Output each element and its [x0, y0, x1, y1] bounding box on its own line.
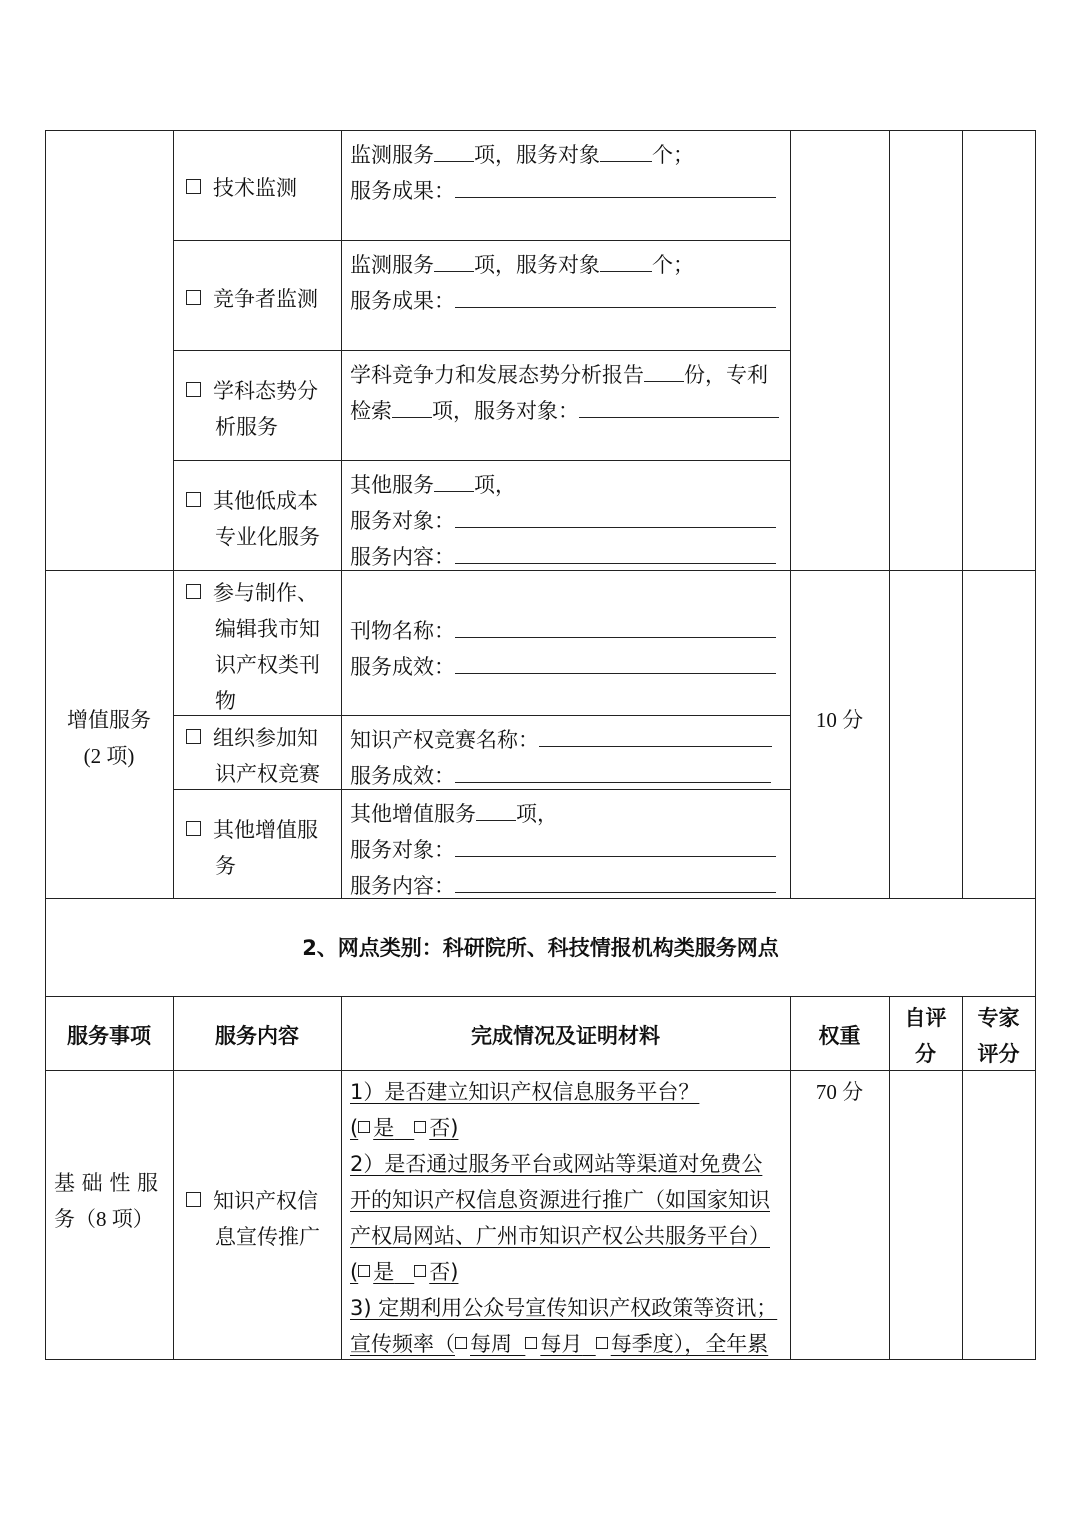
table-border — [341, 130, 342, 898]
content-text: 服务成果： — [350, 179, 455, 203]
service-content-line — [350, 391, 779, 429]
option-text: 每季度 — [610, 1332, 674, 1356]
yes-no-options: ( 是 否) — [350, 1260, 459, 1284]
table-border — [1035, 130, 1036, 1360]
service-item-label: 息宣传推广 — [215, 1225, 320, 1249]
header-self-score: 分 — [915, 1042, 936, 1066]
content-text: 其他增值服务 — [350, 802, 476, 826]
header-completion: 完成情况及证明材料 — [471, 1024, 660, 1048]
blank-field[interactable] — [455, 537, 776, 564]
option-text: 每月 — [540, 1332, 583, 1356]
service-item-label: 技术监测 — [213, 176, 297, 200]
content-text: 学科竞争力和发展态势分析报告 — [350, 363, 644, 387]
service-content-line — [350, 135, 694, 173]
service-content-line — [350, 647, 776, 685]
blank-field[interactable] — [455, 501, 776, 528]
weight-value: 10 分 — [815, 708, 864, 732]
service-content-line — [350, 537, 776, 575]
blank-field[interactable] — [455, 281, 776, 308]
service-content-line — [350, 794, 558, 832]
table-border — [173, 460, 790, 461]
checkbox[interactable] — [186, 821, 201, 836]
option-text: 是 — [373, 1116, 395, 1140]
checkbox-quarterly[interactable] — [596, 1337, 608, 1349]
service-content-line — [350, 501, 776, 539]
service-item-competitor-monitoring[interactable] — [186, 281, 318, 317]
header-weight: 权重 — [818, 1024, 861, 1048]
content-text: 项， — [474, 473, 516, 497]
frequency-options — [350, 1326, 768, 1362]
service-item-label: 识产权竞赛 — [215, 762, 320, 786]
service-item-other-value-added[interactable] — [186, 812, 318, 848]
content-text: 项，服务对象 — [474, 143, 600, 167]
service-item-other-low-cost[interactable] — [186, 483, 318, 519]
content-text: 服务成效： — [350, 764, 455, 788]
content-text: 其他服务 — [350, 473, 434, 497]
service-item-label: 物 — [215, 689, 236, 713]
content-text: 服务成效： — [350, 655, 455, 679]
service-item-label: 组织参加知 — [213, 726, 318, 750]
service-item-label: 竞争者监测 — [213, 287, 318, 311]
blank-field[interactable] — [539, 720, 772, 747]
content-text: 个； — [652, 143, 694, 167]
service-item-ip-promotion[interactable] — [186, 1183, 318, 1219]
checkbox-yes[interactable] — [358, 1121, 370, 1133]
blank-field[interactable] — [600, 135, 652, 162]
table-border — [173, 715, 790, 716]
checkbox-monthly[interactable] — [525, 1337, 537, 1349]
blank-field[interactable] — [392, 391, 432, 418]
category-count: (2 项) — [83, 744, 135, 768]
checkbox[interactable] — [186, 290, 201, 305]
option-text: 是 — [373, 1260, 395, 1284]
blank-field[interactable] — [476, 794, 516, 821]
table-border — [45, 1070, 1036, 1071]
service-item-label: 专业化服务 — [215, 525, 320, 549]
checkbox-yes[interactable] — [358, 1265, 370, 1277]
blank-field[interactable] — [455, 611, 776, 638]
content-text: 服务对象： — [350, 838, 455, 862]
service-content-line — [350, 866, 776, 904]
content-text: 服务对象： — [350, 509, 455, 533]
option-text: ），全年累 — [673, 1332, 769, 1356]
service-item-label: 其他增值服 — [213, 818, 318, 842]
content-text: 知识产权竞赛名称： — [350, 728, 539, 752]
option-text: 否 — [429, 1116, 451, 1140]
content-text: 检索 — [350, 399, 392, 423]
option-text: 否 — [429, 1260, 451, 1284]
category-label: 基 础 性 服 — [54, 1171, 159, 1195]
service-item-discipline-analysis[interactable] — [186, 373, 318, 409]
blank-field[interactable] — [455, 171, 776, 198]
service-item-tech-monitoring[interactable] — [186, 170, 297, 206]
table-border — [790, 130, 791, 898]
table-border — [889, 130, 890, 898]
header-expert-score: 专家 — [977, 1006, 1020, 1030]
blank-field[interactable] — [644, 355, 684, 382]
service-content-line — [350, 245, 694, 283]
content-text: 服务成果： — [350, 289, 455, 313]
table-border — [45, 130, 1036, 131]
completion-line: 2）是否通过服务平台或网站等渠道对免费公 — [350, 1152, 763, 1176]
blank-field[interactable] — [434, 135, 474, 162]
option-text: 宣传频率（ — [350, 1332, 455, 1356]
table-border — [173, 240, 790, 241]
checkbox[interactable] — [186, 584, 201, 599]
completion-line: 开的知识产权信息资源进行推广（如国家知识 — [350, 1188, 770, 1212]
header-service-item: 服务事项 — [67, 1024, 151, 1048]
content-text: 个； — [652, 253, 694, 277]
option-text: 每周 — [470, 1332, 512, 1356]
blank-field[interactable] — [455, 647, 776, 674]
content-text: 项，服务对象 — [474, 253, 600, 277]
service-content-line — [350, 171, 776, 209]
content-text: 刊物名称： — [350, 619, 455, 643]
header-self-score: 自评 — [904, 1006, 947, 1030]
content-text: 份，专利 — [684, 363, 768, 387]
content-text: 项，服务对象： — [432, 399, 579, 423]
content-text: 监测服务 — [350, 143, 434, 167]
service-content-line — [350, 756, 771, 794]
weight-value: 70 分 — [815, 1080, 864, 1104]
blank-field[interactable] — [579, 391, 779, 418]
yes-no-options: ( 是 否) — [350, 1116, 459, 1140]
service-content-line — [350, 720, 772, 758]
service-content-line — [350, 830, 776, 868]
service-content-line — [350, 611, 776, 649]
checkbox[interactable] — [186, 729, 201, 744]
blank-field[interactable] — [600, 245, 652, 272]
service-item-label: 析服务 — [215, 415, 278, 439]
checkbox[interactable] — [186, 382, 201, 397]
checkbox-no[interactable] — [414, 1121, 426, 1133]
service-content-line — [350, 465, 516, 503]
content-text: 项， — [516, 802, 558, 826]
content-text: 监测服务 — [350, 253, 434, 277]
completion-line: 产权局网站、广州市知识产权公共服务平台） — [350, 1224, 770, 1248]
blank-field[interactable] — [455, 866, 776, 893]
section-title: 2、网点类别：科研院所、科技情报机构类服务网点 — [302, 936, 779, 960]
blank-field[interactable] — [434, 465, 474, 492]
table-border — [962, 130, 963, 898]
completion-line: 1）是否建立知识产权信息服务平台？ — [350, 1080, 700, 1104]
blank-field[interactable] — [455, 830, 776, 857]
service-item-label: 务 — [215, 854, 236, 878]
header-expert-score: 评分 — [977, 1042, 1020, 1066]
category-label: 增值服务 — [67, 708, 151, 732]
service-item-label: 知识产权信 — [213, 1189, 318, 1213]
service-content-line — [350, 281, 776, 319]
category-label: 务（8 项） — [54, 1207, 154, 1231]
service-item-label: 识产权类刊 — [215, 653, 320, 677]
checkbox[interactable] — [186, 179, 201, 194]
header-service-content: 服务内容 — [215, 1024, 299, 1048]
content-text: 服务内容： — [350, 545, 455, 569]
table-border — [173, 130, 174, 898]
service-item-journal-editing[interactable] — [186, 575, 318, 611]
content-text: 服务内容： — [350, 874, 455, 898]
service-content-line — [350, 355, 768, 393]
table-border — [173, 350, 790, 351]
service-item-label: 学科态势分 — [213, 379, 318, 403]
checkbox[interactable] — [186, 1192, 201, 1207]
blank-field[interactable] — [455, 756, 771, 783]
service-item-ip-competition[interactable] — [186, 720, 318, 756]
blank-field[interactable] — [434, 245, 474, 272]
service-item-label: 其他低成本 — [213, 489, 318, 513]
table-border — [45, 996, 1036, 997]
service-item-label: 参与制作、 — [213, 581, 318, 605]
service-item-label: 编辑我市知 — [215, 617, 320, 641]
checkbox-weekly[interactable] — [455, 1337, 467, 1349]
completion-line: 3) 定期利用公众号宣传知识产权政策等资讯； — [350, 1296, 778, 1320]
checkbox-no[interactable] — [414, 1265, 426, 1277]
checkbox[interactable] — [186, 492, 201, 507]
